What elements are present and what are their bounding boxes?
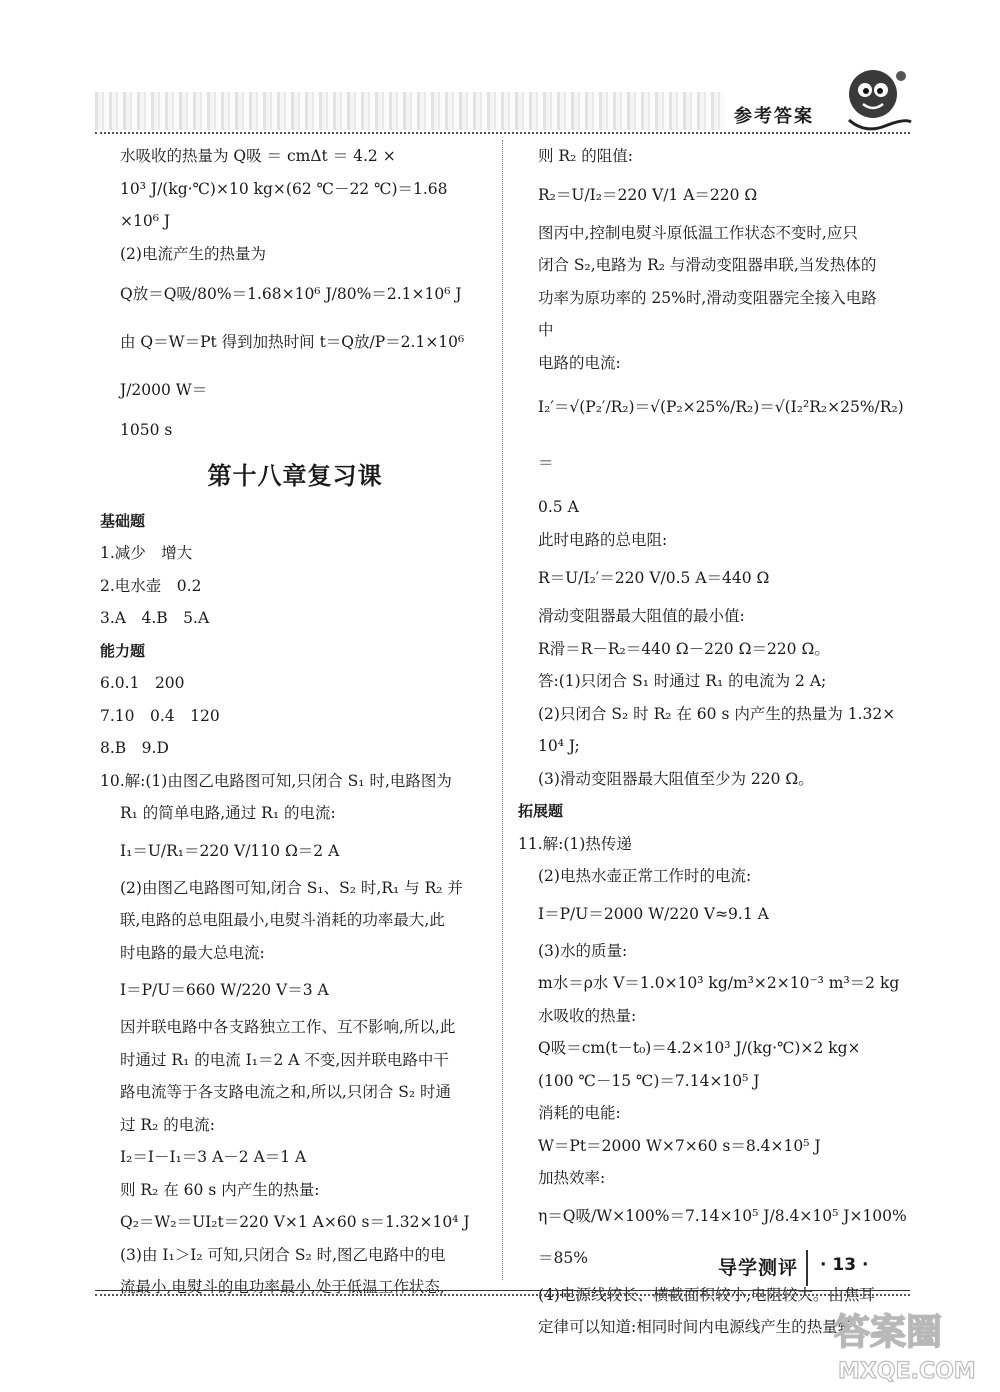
formula-line: R＝U/I₂′＝220 V/0.5 A＝440 Ω [538,569,770,587]
right-column [518,140,913,1344]
text-line: 水吸收的热量: [538,1006,637,1025]
text-line: 10³ J/(kg·℃)×10 kg×(62 ℃－22 ℃)＝1.68 [120,179,448,198]
page-number: · 13 · [820,1255,869,1275]
text-line: (4)电源线较长、横截面积较小,电阻较大。由焦耳 [538,1285,875,1304]
section-heading: 基础题 [100,511,146,530]
text-line: (3)由 I₁＞I₂ 可知,只闭合 S₂ 时,图乙电路中的电 [120,1245,446,1264]
text-line: 时电路的最大总电流: [120,943,265,962]
text-line: (100 ℃－15 ℃)＝7.14×10⁵ J [538,1071,760,1090]
text-line: Q₂＝W₂＝UI₂t＝220 V×1 A×60 s＝1.32×10⁴ J [120,1213,470,1231]
text-line: 电路的电流: [538,353,621,372]
formula-line: Q放＝Q吸/80%＝1.68×10⁶ J/80%＝2.1×10⁶ J [120,285,462,303]
formula-line: R₂＝U/I₂＝220 V/1 A＝220 Ω [538,185,758,204]
answer-line: 8.B 9.D [100,739,169,757]
text-line: 联,电路的总电阻最小,电熨斗消耗的功率最大,此 [120,911,445,929]
text-line: 流最小,电熨斗的电功率最小,处于低温工作状态, [120,1278,445,1296]
text-line: (3)滑动变阻器最大阻值至少为 220 Ω。 [538,769,814,788]
text-line: 功率为原功率的 25%时,滑动变阻器完全接入电路 [538,288,877,307]
header-rule [95,132,910,134]
mascot-icon [835,60,915,138]
text-line: 中 [538,321,554,339]
formula-line: I＝P/U＝660 W/220 V＝3 A [120,981,329,999]
text-line: 10⁴ J; [538,737,580,755]
text-line: R₁ 的简单电路,通过 R₁ 的电流: [120,804,336,822]
text-line: 10.解:(1)由图乙电路图可知,只闭合 S₁ 时,电路图为 [100,771,452,790]
answer-line: 1.减少 增大 [100,544,193,562]
text-line: W＝Pt＝2000 W×7×60 s＝8.4×10⁵ J [538,1136,821,1155]
text-line: (2)只闭合 S₂ 时 R₂ 在 60 s 内产生的热量为 1.32× [538,704,896,723]
footer-rule [95,1290,910,1291]
watermark-logo [830,1300,995,1385]
text-line: I₂＝I－I₁＝3 A－2 A＝1 A [120,1148,307,1166]
text-line: 答:(1)只闭合 S₁ 时通过 R₁ 的电流为 2 A; [538,672,827,690]
footer-separator [806,1250,808,1286]
header-band [95,92,725,130]
answer-line: 6.0.1 200 [100,674,185,692]
text-line: 时通过 R₁ 的电流 I₁＝2 A 不变,因并联电路中干 [120,1050,449,1069]
formula-line: I₂′＝√(P₂′/R₂)＝√(P₂×25%/R₂)＝√(I₂²R₂×25%/R₂)＝ [538,398,904,472]
text-line: 则 R₂ 的阻值: [538,147,633,165]
text-line: (2)由图乙电路图可知,闭合 S₁、S₂ 时,R₁ 与 R₂ 并 [120,878,463,897]
answer-line: 7.10 0.4 120 [100,706,220,725]
text-line: (2)电热水壶正常工作时的电流: [538,867,752,885]
watermark-text-cn: 答案圈 [834,1312,943,1353]
text-line: ×10⁶ J [120,212,171,230]
text-line: 此时电路的总电阻: [538,530,668,549]
footer-rule-dotted [95,1294,910,1296]
footer-label: 导学测评 [718,1257,799,1279]
section-heading: 拓展题 [518,802,564,820]
text-line: m水＝ρ水 V＝1.0×10³ kg/m³×2×10⁻³ m³＝2 kg [538,974,900,992]
text-line: (3)水的质量: [538,941,628,960]
formula-line: I₁＝U/R₁＝220 V/110 Ω＝2 A [120,841,340,860]
text-line: R滑＝R－R₂＝440 Ω－220 Ω＝220 Ω。 [538,639,830,658]
formula-line: 由 Q＝W＝Pt 得到加热时间 t＝Q放/P＝2.1×10⁶ J/2000 W＝ [120,333,470,399]
text-line: 闭合 S₂,电路为 R₂ 与滑动变阻器串联,当发热体的 [538,256,877,274]
column-divider [502,140,503,1280]
formula-line: I＝P/U＝2000 W/220 V≈9.1 A [538,904,769,923]
watermark-text-en: MXQE.COM [838,1359,976,1384]
text-line: 水吸收的热量为 Q吸 ＝ cmΔt ＝ 4.2 × [120,147,396,165]
text-line: 定律可以知道:相同时间内电源线产生的热量较 [538,1318,854,1336]
text-line: 过 R₂ 的电流: [120,1115,215,1134]
text-line: 加热效率: [538,1169,606,1187]
formula-line: η＝Q吸/W×100%＝7.14×10⁵ J/8.4×10⁵ J×100%＝85% [538,1206,907,1267]
text-line: 滑动变阻器最大阻值的最小值: [538,607,745,625]
text-line: Q吸＝cm(t－t₀)＝4.2×10³ J/(kg·℃)×2 kg× [538,1039,861,1057]
text-line: 路电流等于各支路电流之和,所以,只闭合 S₂ 时通 [120,1083,452,1101]
text-line: 图丙中,控制电熨斗原低温工作状态不变时,应只 [538,223,858,242]
chapter-title: 第十八章复习课 [207,460,383,490]
text-line: (2)电流产生的热量为 [120,244,266,263]
text-line: 消耗的电能: [538,1104,621,1122]
header-label: 参考答案 [734,106,814,127]
section-heading: 能力题 [100,641,146,660]
left-column [100,140,490,1304]
text-line: 0.5 A [538,498,579,516]
answer-line: 2.电水壶 0.2 [100,576,202,595]
text-line: 11.解:(1)热传递 [518,834,632,853]
answer-line: 3.A 4.B 5.A [100,609,210,627]
text-line: 因并联电路中各支路独立工作、互不影响,所以,此 [120,1018,456,1036]
text-line: 1050 s [120,421,173,439]
text-line: 则 R₂ 在 60 s 内产生的热量: [120,1180,320,1199]
